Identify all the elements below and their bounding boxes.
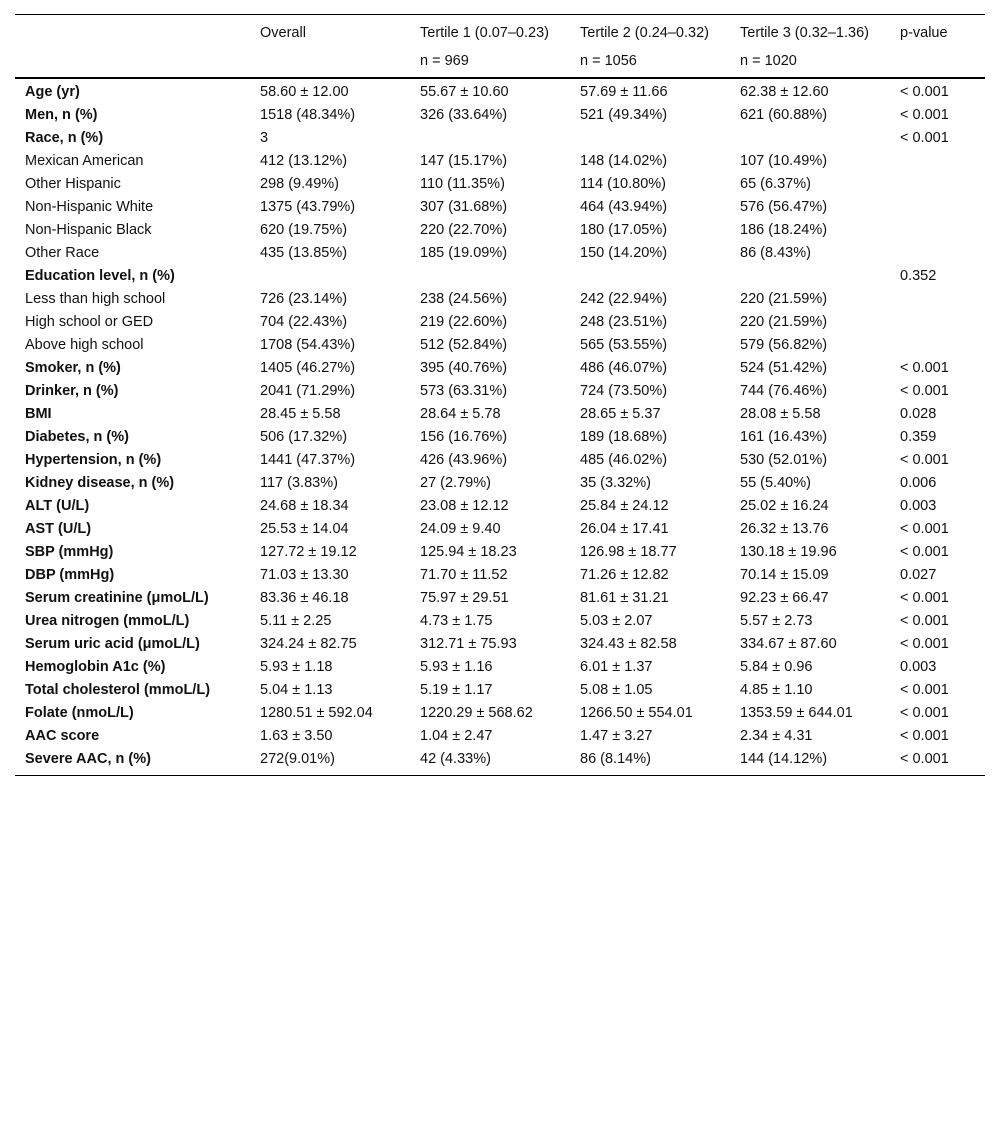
cell-tertile-2: 28.65 ± 5.37 xyxy=(580,406,661,422)
cell-p-value: < 0.001 xyxy=(900,613,949,629)
row-label: Less than high school xyxy=(25,291,166,307)
cell-tertile-3: 2.34 ± 4.31 xyxy=(740,728,813,744)
cell-tertile-3 xyxy=(730,265,890,288)
cell-tertile-3: 65 (6.37%) xyxy=(740,176,811,192)
cell-tertile-1: 1220.29 ± 568.62 xyxy=(420,705,533,721)
cell-tertile-3: 55 (5.40%) xyxy=(740,475,811,491)
table-row xyxy=(15,495,985,518)
cell-tertile-1: 307 (31.68%) xyxy=(420,199,508,215)
row-label: Other Hispanic xyxy=(25,176,121,192)
row-label: SBP (mmHg) xyxy=(25,544,114,560)
table-row xyxy=(15,334,985,357)
row-label: Kidney disease, n (%) xyxy=(25,475,175,491)
cell-tertile-2: 35 (3.32%) xyxy=(580,475,651,491)
cell-tertile-1: 55.67 ± 10.60 xyxy=(420,84,509,100)
cell-overall: 620 (19.75%) xyxy=(260,222,348,238)
cell-tertile-1: 185 (19.09%) xyxy=(420,245,508,261)
row-label: Serum uric acid (μmoL/L) xyxy=(25,636,200,652)
table-row xyxy=(15,472,985,495)
cell-overall: 127.72 ± 19.12 xyxy=(260,544,357,560)
cell-overall: 24.68 ± 18.34 xyxy=(260,498,349,514)
cell-p-value: < 0.001 xyxy=(900,544,949,560)
cell-tertile-1: 395 (40.76%) xyxy=(420,360,508,376)
cell-tertile-1: 573 (63.31%) xyxy=(420,383,508,399)
row-label: Severe AAC, n (%) xyxy=(15,748,250,776)
cell-tertile-3: 621 (60.88%) xyxy=(740,107,828,123)
cell-tertile-3: 26.32 ± 13.76 xyxy=(740,521,829,537)
row-label: DBP (mmHg) xyxy=(25,567,115,583)
cell-tertile-1: 110 (11.35%) xyxy=(420,176,505,192)
cell-tertile-1 xyxy=(410,265,570,288)
cell-tertile-2: 724 (73.50%) xyxy=(580,383,668,399)
cell-tertile-1: 27 (2.79%) xyxy=(420,475,491,491)
table-row xyxy=(15,679,985,702)
count-tertile-3: n = 1020 xyxy=(730,47,890,78)
cell-tertile-2: 1.47 ± 3.27 xyxy=(580,728,653,744)
row-label: ALT (U/L) xyxy=(25,498,90,514)
table-row xyxy=(15,610,985,633)
cell-tertile-3: 86 (8.43%) xyxy=(740,245,811,261)
cell-tertile-2: 1266.50 ± 554.01 xyxy=(580,705,693,721)
table-row xyxy=(15,127,985,150)
cell-tertile-3: 161 (16.43%) xyxy=(740,429,828,445)
cell-tertile-1: 23.08 ± 12.12 xyxy=(420,498,509,514)
row-label: Other Race xyxy=(25,245,100,261)
cell-tertile-3: 144 (14.12%) xyxy=(730,748,890,776)
table-row xyxy=(15,449,985,472)
table-row xyxy=(15,265,985,288)
row-label: High school or GED xyxy=(25,314,154,330)
cell-tertile-2: 5.08 ± 1.05 xyxy=(580,682,653,698)
table-row xyxy=(15,633,985,656)
cell-overall: 298 (9.49%) xyxy=(260,176,339,192)
cell-tertile-1: 326 (33.64%) xyxy=(420,107,508,123)
header-overall: Overall xyxy=(250,15,410,48)
cell-tertile-2: 486 (46.07%) xyxy=(580,360,668,376)
cell-tertile-2: 464 (43.94%) xyxy=(580,199,668,215)
cell-tertile-1: 5.93 ± 1.16 xyxy=(420,659,493,675)
cell-tertile-2: 521 (49.34%) xyxy=(580,107,668,123)
cell-p-value: < 0.001 xyxy=(900,521,949,537)
cell-tertile-1: 238 (24.56%) xyxy=(420,291,508,307)
row-label: AST (U/L) xyxy=(25,521,92,537)
header-tertile-3: Tertile 3 (0.32–1.36) xyxy=(730,15,890,48)
cell-overall: 704 (22.43%) xyxy=(260,314,348,330)
cell-p-value: < 0.001 xyxy=(900,383,949,399)
cell-tertile-2: 242 (22.94%) xyxy=(580,291,668,307)
table-container xyxy=(15,14,985,776)
header-p-value: p-value xyxy=(890,15,985,48)
cell-tertile-3: 4.85 ± 1.10 xyxy=(740,682,813,698)
table-row xyxy=(15,311,985,334)
cell-overall: 25.53 ± 14.04 xyxy=(260,521,349,537)
cell-overall: 1441 (47.37%) xyxy=(260,452,356,468)
cell-tertile-1: 4.73 ± 1.75 xyxy=(420,613,493,629)
cell-p-value: 0.352 xyxy=(900,268,937,284)
cell-tertile-3: 579 (56.82%) xyxy=(740,337,828,353)
cell-p-value: 0.003 xyxy=(900,659,937,675)
cell-tertile-3 xyxy=(730,127,890,150)
table-row xyxy=(15,564,985,587)
cell-tertile-1: 42 (4.33%) xyxy=(410,748,570,776)
cell-tertile-3: 334.67 ± 87.60 xyxy=(740,636,837,652)
cell-tertile-3: 744 (76.46%) xyxy=(740,383,828,399)
count-empty xyxy=(15,47,250,78)
cell-p-value: < 0.001 xyxy=(900,107,949,123)
cell-p-value xyxy=(890,334,985,357)
cell-tertile-2: 71.26 ± 12.82 xyxy=(580,567,669,583)
cell-tertile-1: 125.94 ± 18.23 xyxy=(420,544,517,560)
cell-tertile-1: 1.04 ± 2.47 xyxy=(420,728,493,744)
cell-tertile-3: 130.18 ± 19.96 xyxy=(740,544,837,560)
table-row xyxy=(15,219,985,242)
cell-overall: 5.11 ± 2.25 xyxy=(260,613,332,629)
header-tertile-1: Tertile 1 (0.07–0.23) xyxy=(410,15,570,48)
cell-overall: 1375 (43.79%) xyxy=(260,199,356,215)
cell-tertile-2 xyxy=(570,127,730,150)
cell-tertile-1: 312.71 ± 75.93 xyxy=(420,636,517,652)
row-label: Smoker, n (%) xyxy=(25,360,121,376)
cell-overall: 28.45 ± 5.58 xyxy=(260,406,341,422)
cell-tertile-1: 156 (16.76%) xyxy=(420,429,508,445)
cell-tertile-2: 248 (23.51%) xyxy=(580,314,668,330)
cell-overall: 83.36 ± 46.18 xyxy=(260,590,349,606)
cell-tertile-1: 24.09 ± 9.40 xyxy=(420,521,501,537)
cell-p-value xyxy=(890,288,985,311)
cell-p-value: < 0.001 xyxy=(900,682,949,698)
cell-tertile-3: 107 (10.49%) xyxy=(740,153,828,169)
cell-tertile-3: 576 (56.47%) xyxy=(740,199,828,215)
table-body xyxy=(15,78,985,776)
table-row xyxy=(15,403,985,426)
cell-tertile-3: 1353.59 ± 644.01 xyxy=(740,705,853,721)
table-row xyxy=(15,196,985,219)
cell-tertile-2: 25.84 ± 24.12 xyxy=(580,498,669,514)
cell-tertile-2: 180 (17.05%) xyxy=(580,222,668,238)
table-row xyxy=(15,518,985,541)
cell-tertile-2: 189 (18.68%) xyxy=(580,429,668,445)
cell-p-value: < 0.001 xyxy=(890,748,985,776)
table-row xyxy=(15,748,985,776)
cell-tertile-3: 5.84 ± 0.96 xyxy=(740,659,813,675)
cell-tertile-2 xyxy=(570,265,730,288)
cell-tertile-2: 57.69 ± 11.66 xyxy=(580,84,668,100)
cell-overall xyxy=(250,265,410,288)
cell-overall: 435 (13.85%) xyxy=(260,245,348,261)
cell-p-value xyxy=(890,150,985,173)
cell-tertile-1: 71.70 ± 11.52 xyxy=(420,567,508,583)
cell-p-value: < 0.001 xyxy=(900,130,949,146)
count-tertile-2: n = 1056 xyxy=(570,47,730,78)
cell-overall: 58.60 ± 12.00 xyxy=(260,84,349,100)
row-label: Above high school xyxy=(25,337,144,353)
row-label: Diabetes, n (%) xyxy=(25,429,129,445)
cell-tertile-3: 70.14 ± 15.09 xyxy=(740,567,829,583)
count-overall xyxy=(250,47,410,78)
table-row xyxy=(15,357,985,380)
table-row xyxy=(15,150,985,173)
cell-overall: 5.04 ± 1.13 xyxy=(260,682,333,698)
cell-overall: 3 xyxy=(260,130,269,146)
cell-tertile-1: 147 (15.17%) xyxy=(420,153,508,169)
cell-p-value: < 0.001 xyxy=(900,452,949,468)
table-row xyxy=(15,541,985,564)
cell-tertile-1: 75.97 ± 29.51 xyxy=(420,590,509,606)
cell-p-value: 0.359 xyxy=(900,429,937,445)
row-label: Non-Hispanic Black xyxy=(25,222,152,238)
cell-p-value: 0.006 xyxy=(900,475,937,491)
cell-tertile-2: 6.01 ± 1.37 xyxy=(580,659,653,675)
table-row xyxy=(15,702,985,725)
count-tertile-1: n = 969 xyxy=(410,47,570,78)
cell-tertile-2: 148 (14.02%) xyxy=(580,153,668,169)
header-row xyxy=(15,15,985,48)
row-label: Race, n (%) xyxy=(25,130,104,146)
count-row xyxy=(15,47,985,78)
cell-tertile-2: 26.04 ± 17.41 xyxy=(580,521,669,537)
table-row xyxy=(15,426,985,449)
cell-p-value: < 0.001 xyxy=(900,636,949,652)
header-tertile-2: Tertile 2 (0.24–0.32) xyxy=(570,15,730,48)
cell-overall: 1.63 ± 3.50 xyxy=(260,728,333,744)
cell-p-value: < 0.001 xyxy=(900,360,949,376)
cell-overall: 412 (13.12%) xyxy=(260,153,348,169)
cell-tertile-1: 28.64 ± 5.78 xyxy=(420,406,501,422)
cell-tertile-3: 28.08 ± 5.58 xyxy=(740,406,821,422)
cell-p-value: < 0.001 xyxy=(900,590,949,606)
cell-tertile-2: 5.03 ± 2.07 xyxy=(580,613,653,629)
cell-tertile-2: 324.43 ± 82.58 xyxy=(580,636,677,652)
cell-tertile-2: 126.98 ± 18.77 xyxy=(580,544,677,560)
cell-overall: 1708 (54.43%) xyxy=(260,337,356,353)
row-label: Non-Hispanic White xyxy=(25,199,154,215)
cell-p-value: < 0.001 xyxy=(900,84,949,100)
cell-tertile-1: 5.19 ± 1.17 xyxy=(420,682,493,698)
cell-p-value xyxy=(890,311,985,334)
cell-overall: 1280.51 ± 592.04 xyxy=(260,705,373,721)
cell-overall: 324.24 ± 82.75 xyxy=(260,636,357,652)
cell-p-value xyxy=(890,219,985,242)
row-label: Mexican American xyxy=(25,153,144,169)
cell-overall: 272(9.01%) xyxy=(250,748,410,776)
table-row xyxy=(15,104,985,127)
cell-tertile-3: 524 (51.42%) xyxy=(740,360,828,376)
cell-tertile-3: 530 (52.01%) xyxy=(740,452,828,468)
cell-tertile-3: 62.38 ± 12.60 xyxy=(740,84,829,100)
cell-p-value xyxy=(890,173,985,196)
row-label: Men, n (%) xyxy=(25,107,98,123)
count-p-value xyxy=(890,47,985,78)
cell-tertile-1 xyxy=(410,127,570,150)
cell-tertile-2: 86 (8.14%) xyxy=(570,748,730,776)
cell-overall: 1405 (46.27%) xyxy=(260,360,356,376)
table-row xyxy=(15,725,985,748)
cell-p-value xyxy=(890,196,985,219)
table-row xyxy=(15,78,985,104)
table-row xyxy=(15,288,985,311)
cell-tertile-3: 5.57 ± 2.73 xyxy=(740,613,813,629)
row-label: Total cholesterol (mmoL/L) xyxy=(25,682,211,698)
cell-overall: 506 (17.32%) xyxy=(260,429,348,445)
row-label: Drinker, n (%) xyxy=(25,383,119,399)
row-label: Serum creatinine (μmoL/L) xyxy=(25,590,209,606)
cell-tertile-2: 150 (14.20%) xyxy=(580,245,668,261)
row-label: BMI xyxy=(25,406,52,422)
cell-overall: 117 (3.83%) xyxy=(260,475,338,491)
cell-tertile-3: 220 (21.59%) xyxy=(740,291,828,307)
cell-tertile-2: 565 (53.55%) xyxy=(580,337,668,353)
header-empty xyxy=(15,15,250,48)
table-row xyxy=(15,173,985,196)
table-row xyxy=(15,242,985,265)
row-label: Urea nitrogen (mmoL/L) xyxy=(25,613,190,629)
cell-overall: 71.03 ± 13.30 xyxy=(260,567,349,583)
cell-tertile-1: 426 (43.96%) xyxy=(420,452,508,468)
table-row xyxy=(15,587,985,610)
cell-tertile-3: 25.02 ± 16.24 xyxy=(740,498,829,514)
cell-tertile-2: 485 (46.02%) xyxy=(580,452,668,468)
cell-p-value: 0.027 xyxy=(900,567,937,583)
row-label: Education level, n (%) xyxy=(25,268,175,284)
cell-tertile-1: 220 (22.70%) xyxy=(420,222,508,238)
cell-p-value: < 0.001 xyxy=(900,728,949,744)
cell-tertile-3: 92.23 ± 66.47 xyxy=(740,590,829,606)
cell-overall: 726 (23.14%) xyxy=(260,291,348,307)
table-row xyxy=(15,380,985,403)
cell-overall: 2041 (71.29%) xyxy=(260,383,356,399)
baseline-characteristics-table xyxy=(15,14,985,776)
cell-overall: 5.93 ± 1.18 xyxy=(260,659,333,675)
table-row xyxy=(15,656,985,679)
cell-p-value: 0.028 xyxy=(900,406,937,422)
cell-tertile-1: 512 (52.84%) xyxy=(420,337,508,353)
row-label: AAC score xyxy=(25,728,100,744)
row-label: Age (yr) xyxy=(25,84,80,100)
cell-overall: 1518 (48.34%) xyxy=(260,107,356,123)
row-label: Hypertension, n (%) xyxy=(25,452,162,468)
cell-tertile-2: 114 (10.80%) xyxy=(580,176,666,192)
cell-p-value xyxy=(890,242,985,265)
row-label: Folate (nmoL/L) xyxy=(25,705,134,721)
row-label: Hemoglobin A1c (%) xyxy=(25,659,166,675)
cell-p-value: < 0.001 xyxy=(900,705,949,721)
cell-p-value: 0.003 xyxy=(900,498,937,514)
cell-tertile-1: 219 (22.60%) xyxy=(420,314,508,330)
cell-tertile-3: 220 (21.59%) xyxy=(740,314,828,330)
cell-tertile-2: 81.61 ± 31.21 xyxy=(580,590,669,606)
cell-tertile-3: 186 (18.24%) xyxy=(740,222,828,238)
